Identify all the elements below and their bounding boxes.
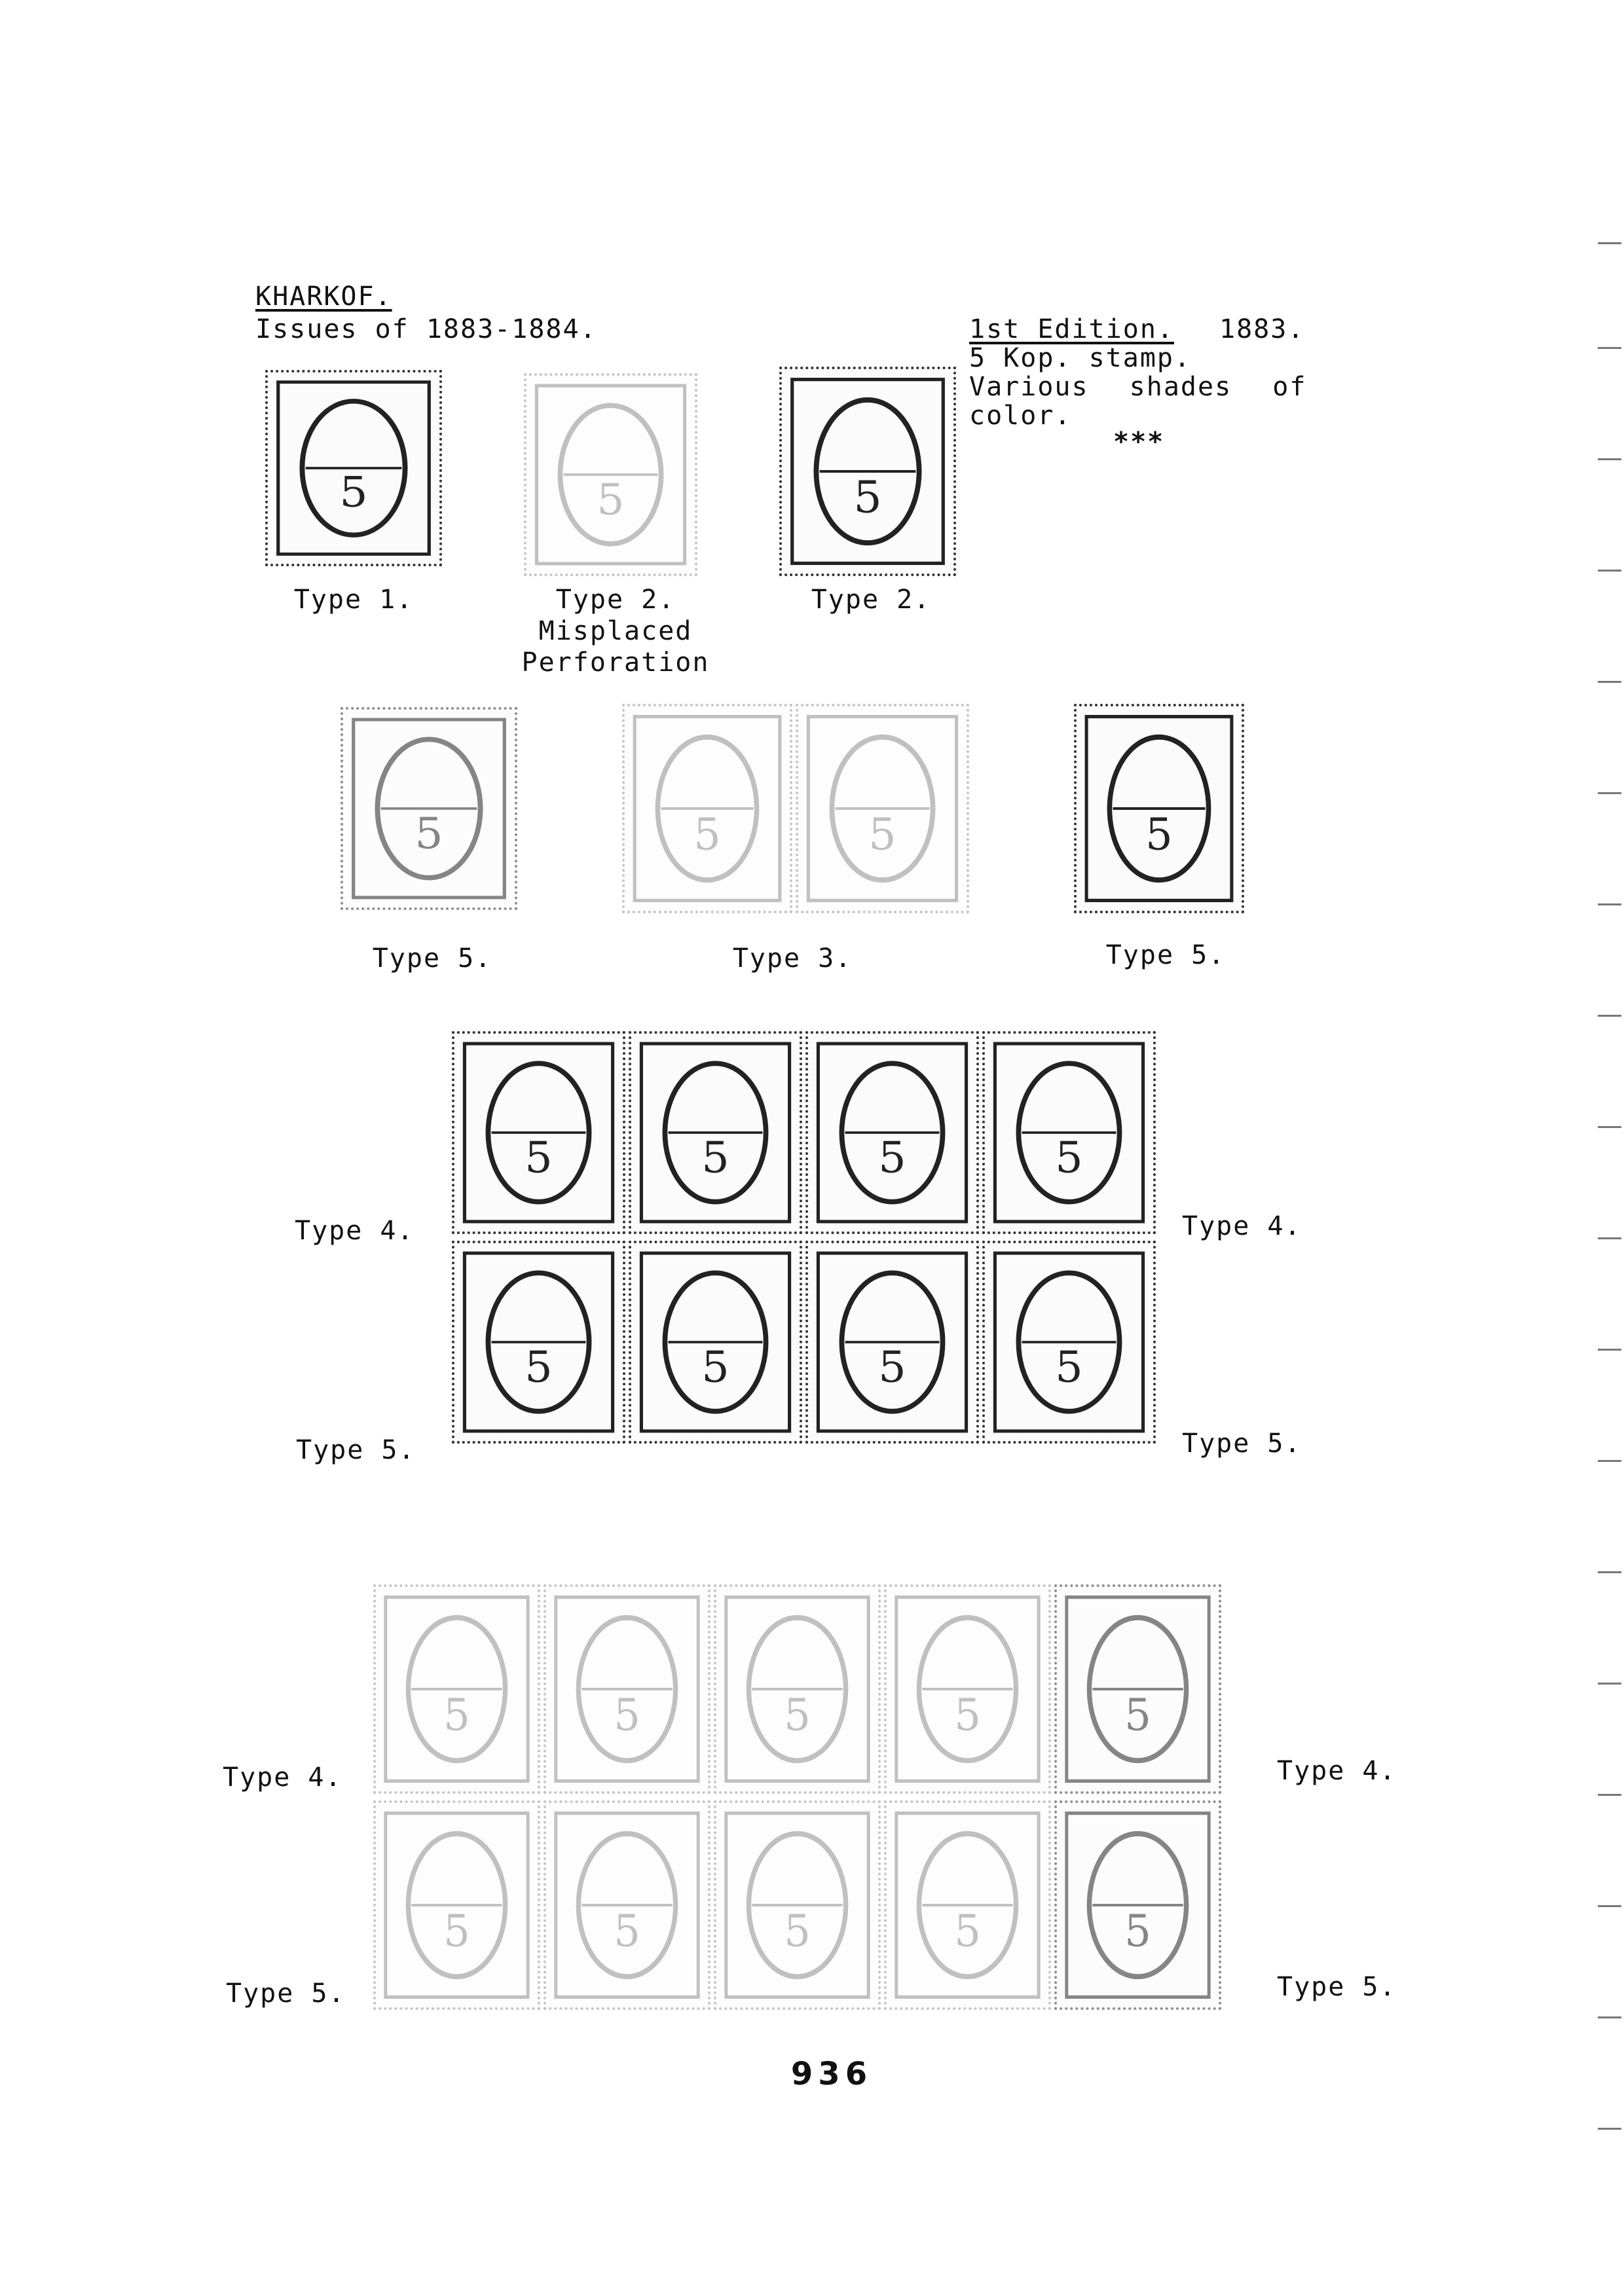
block8-caption-right-top: Type 4. xyxy=(1182,1211,1302,1241)
edge-mark xyxy=(1598,570,1621,572)
block8-stamp-r1c4 xyxy=(982,1031,1156,1234)
stamp-design-icon xyxy=(1057,1587,1219,1791)
block8-caption-left-top: Type 4. xyxy=(295,1216,415,1246)
caption-row2-type-3: Type 3. xyxy=(732,943,853,974)
stamp-design-icon xyxy=(808,1243,976,1441)
block8-caption-right-bottom: Type 5. xyxy=(1182,1429,1302,1459)
edge-mark xyxy=(1598,1683,1621,1685)
svg-text:5: 5 xyxy=(525,1342,553,1393)
block8-stamp-r2c2 xyxy=(629,1241,802,1444)
block10-stamp-r1c5 xyxy=(1054,1584,1221,1794)
stamp-design-icon xyxy=(798,706,967,911)
block10-stamp-r1c1 xyxy=(373,1584,540,1794)
block10-stamp-r1c2 xyxy=(544,1584,710,1794)
stamp-design-icon xyxy=(526,376,695,574)
stamp-type-2-misplaced xyxy=(524,373,697,576)
caption-type-2-line-1: Type 2. xyxy=(555,585,676,615)
stamp-type-3-left xyxy=(622,704,792,913)
svg-text:5: 5 xyxy=(614,1904,640,1957)
caption-type-1: Type 1. xyxy=(293,585,414,615)
block8-stamp-r2c4 xyxy=(982,1241,1156,1444)
stamp-design-icon xyxy=(625,706,790,911)
svg-text:5: 5 xyxy=(614,1688,640,1741)
caption-type-2-line-2: Misplaced xyxy=(538,616,693,646)
block8-stamp-r1c1 xyxy=(452,1031,625,1234)
svg-text:5: 5 xyxy=(1124,1688,1151,1741)
block10-stamp-r2c2 xyxy=(544,1800,710,2010)
stamp-design-icon xyxy=(268,373,439,564)
svg-text:5: 5 xyxy=(878,1133,906,1183)
caption-type-2-right: Type 2. xyxy=(811,585,931,615)
block8-stamp-r1c2 xyxy=(629,1031,802,1234)
svg-text:5: 5 xyxy=(878,1342,906,1393)
block8-stamp-r2c1 xyxy=(452,1241,625,1444)
block10-caption-left-top: Type 4. xyxy=(223,1762,342,1793)
svg-text:5: 5 xyxy=(693,808,721,860)
stamp-type-5-left xyxy=(341,707,517,910)
block8-stamp-r2c3 xyxy=(805,1241,979,1444)
edge-mark xyxy=(1598,2128,1621,2130)
stamp-design-icon xyxy=(546,1587,708,1791)
stamp-design-icon xyxy=(1057,1803,1219,2007)
description-line-3: color. xyxy=(969,401,1072,431)
description-line-2: Various shades of xyxy=(969,372,1307,402)
svg-text:5: 5 xyxy=(954,1688,981,1741)
svg-text:5: 5 xyxy=(339,467,368,517)
stamp-design-icon xyxy=(343,710,515,907)
edge-mark xyxy=(1598,903,1621,905)
edge-mark xyxy=(1598,681,1621,683)
svg-text:5: 5 xyxy=(443,1688,470,1741)
stamp-type-3-right xyxy=(796,704,969,913)
block10-caption-right-top: Type 4. xyxy=(1277,1756,1397,1786)
stamp-design-icon xyxy=(546,1803,708,2007)
stamp-design-icon xyxy=(808,1034,976,1231)
block8-caption-left-bottom: Type 5. xyxy=(296,1435,416,1465)
stamp-type-1 xyxy=(265,370,442,566)
issues-subheading: Issues of 1883-1884. xyxy=(255,314,597,344)
edge-mark xyxy=(1598,1015,1621,1017)
stamp-type-5-right xyxy=(1074,704,1244,913)
caption-row2-type-5-left: Type 5. xyxy=(372,943,492,974)
edge-mark xyxy=(1598,242,1621,244)
edge-mark xyxy=(1598,347,1621,349)
svg-text:5: 5 xyxy=(443,1904,470,1957)
svg-text:5: 5 xyxy=(868,809,896,860)
edge-mark xyxy=(1598,458,1621,460)
edge-mark xyxy=(1598,1460,1621,1462)
edge-mark xyxy=(1598,1237,1621,1239)
block10-stamp-r1c4 xyxy=(884,1584,1051,1794)
svg-text:5: 5 xyxy=(415,808,443,859)
stamp-design-icon xyxy=(631,1034,800,1231)
block10-caption-right-bottom: Type 5. xyxy=(1277,1972,1397,2002)
stamp-design-icon xyxy=(782,369,953,574)
block10-stamp-r1c3 xyxy=(714,1584,881,1794)
stamp-design-icon xyxy=(454,1243,623,1441)
block10-stamp-r2c3 xyxy=(714,1800,881,2010)
block10-stamp-r2c1 xyxy=(373,1800,540,2010)
edge-mark xyxy=(1598,2016,1621,2018)
svg-text:5: 5 xyxy=(1124,1904,1151,1957)
stamp-design-icon xyxy=(454,1034,623,1231)
svg-text:5: 5 xyxy=(853,471,882,524)
edge-mark xyxy=(1598,1571,1621,1573)
edition-label: 1st Edition. xyxy=(969,314,1174,344)
svg-text:5: 5 xyxy=(954,1904,981,1957)
edge-mark xyxy=(1598,1905,1621,1907)
caption-type-2-line-3: Perforation xyxy=(521,647,710,678)
edition-year: 1883. xyxy=(1219,314,1305,344)
svg-text:5: 5 xyxy=(1145,808,1173,860)
svg-text:5: 5 xyxy=(525,1133,553,1183)
svg-text:5: 5 xyxy=(701,1342,729,1393)
svg-text:5: 5 xyxy=(1055,1133,1083,1183)
svg-text:5: 5 xyxy=(701,1133,729,1183)
stars-mark: *** xyxy=(1113,427,1165,457)
block10-stamp-r2c5 xyxy=(1054,1800,1221,2010)
stamp-design-icon xyxy=(716,1587,878,1791)
block8-stamp-r1c3 xyxy=(805,1031,979,1234)
stamp-design-icon xyxy=(985,1034,1153,1231)
svg-text:5: 5 xyxy=(784,1904,811,1957)
stamp-design-icon xyxy=(1077,706,1242,911)
svg-text:5: 5 xyxy=(784,1688,811,1741)
caption-row2-type-5-right: Type 5. xyxy=(1105,940,1226,970)
block10-stamp-r2c4 xyxy=(884,1800,1051,2010)
stamp-design-icon xyxy=(887,1587,1048,1791)
svg-text:5: 5 xyxy=(1055,1342,1083,1393)
edge-mark xyxy=(1598,1126,1621,1128)
stamp-design-icon xyxy=(631,1243,800,1441)
edge-mark xyxy=(1598,792,1621,794)
svg-text:5: 5 xyxy=(597,475,625,525)
edge-mark xyxy=(1598,1349,1621,1351)
edge-mark xyxy=(1598,1794,1621,1796)
place-heading: KHARKOF. xyxy=(255,282,392,312)
stamp-design-icon xyxy=(887,1803,1048,2007)
stamp-design-icon xyxy=(376,1587,538,1791)
block10-caption-left-bottom: Type 5. xyxy=(226,1978,346,2009)
stamp-design-icon xyxy=(985,1243,1153,1441)
stamp-design-icon xyxy=(376,1803,538,2007)
stamp-type-2 xyxy=(779,367,956,576)
stamp-design-icon xyxy=(716,1803,878,2007)
page-number: 936 xyxy=(790,2056,873,2092)
description-line-1: 5 Kop. stamp. xyxy=(969,343,1192,373)
